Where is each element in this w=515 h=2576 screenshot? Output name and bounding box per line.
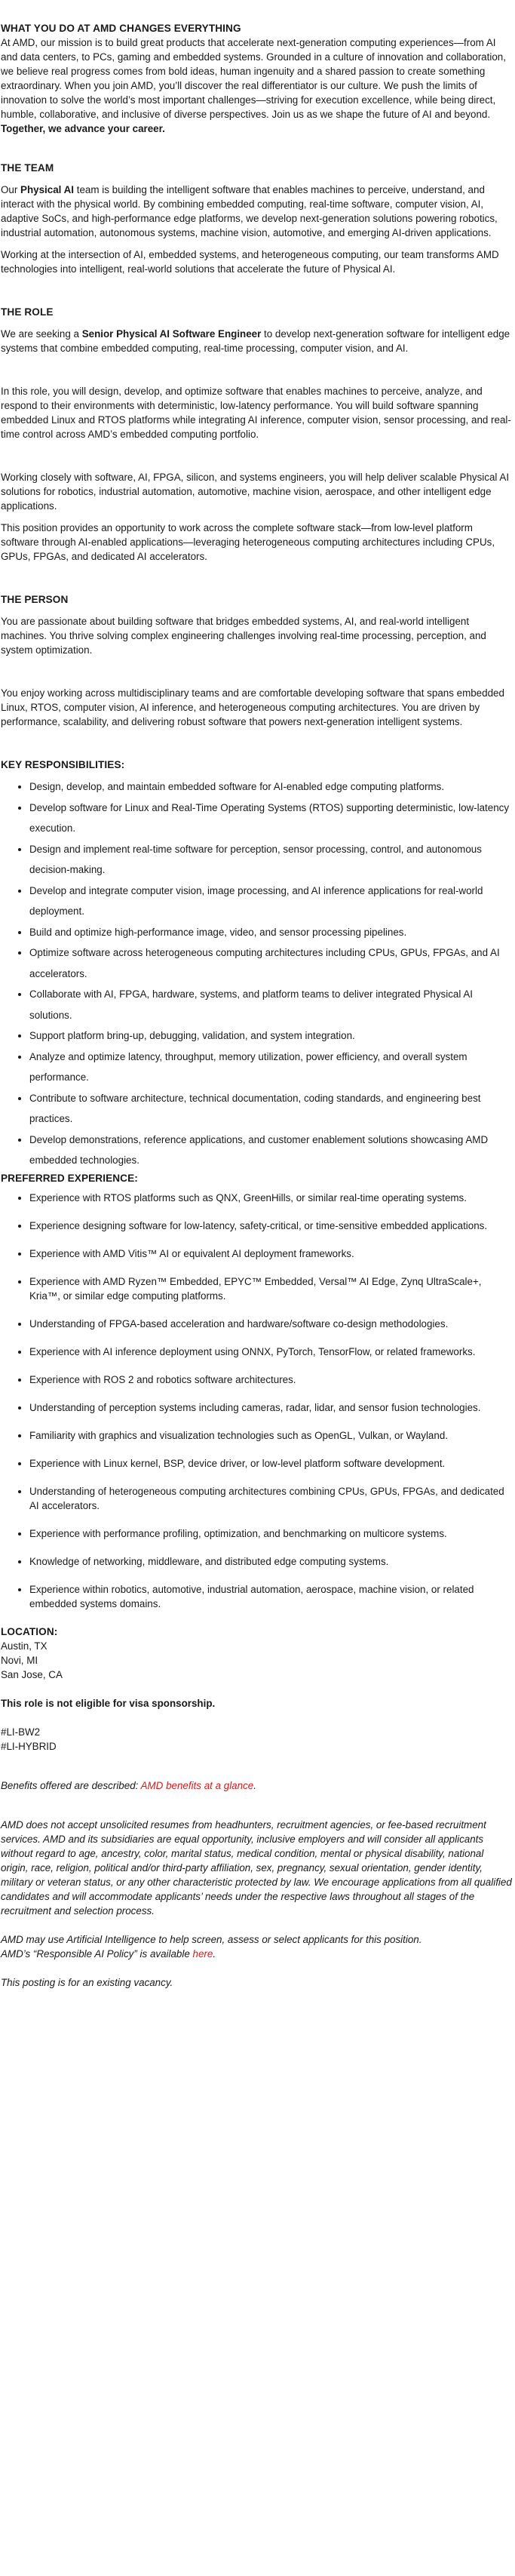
list-item: • Design, develop, and maintain embedded software for AI-enabled edge computing platforms. xyxy=(29,776,512,798)
list-item: • Experience with RTOS platforms such as QNX, GreenHills, or similar real-time operating systems. xyxy=(29,1191,512,1205)
list-item: • Understanding of heterogeneous computing architectures combining CPUs, GPUs, FPGAs, and dedicated AI accelerators. xyxy=(29,1484,512,1513)
team-paragraph-2: Working at the intersection of AI, embedded systems, and heterogeneous computing, our team transforms AMD technologies into intelligent, real-world solutions that accelerate the future of Physical AI. xyxy=(1,249,499,275)
intro-paragraph xyxy=(1,35,512,136)
list-item: • Experience with AI inference deployment using ONNX, PyTorch, TensorFlow, or related frameworks. xyxy=(29,1345,512,1359)
role-p1-bold: Senior Physical AI Software Engineer xyxy=(81,328,262,340)
location-item: San Jose, CA xyxy=(1,1668,63,1680)
role-paragraph-3: Working closely with software, AI, FPGA, silicon, and systems engineers, you will help deliver scalable Physical AI solutions for robotics, industrial automation, automotive, machine vision, aerospace, and other intelligent edge applications. xyxy=(1,472,510,512)
list-item: • Design and implement real-time software for perception, sensor processing, control, and autonomous decision-making. xyxy=(29,839,512,881)
team-paragraph-1 xyxy=(1,183,512,240)
list-item: • Develop software for Linux and Real-Time Operating Systems (RTOS) supporting deterministic, low-latency execution. xyxy=(29,798,512,839)
list-item: • Analyze and optimize latency, throughput, memory utilization, power efficiency, and overall system performance. xyxy=(29,1047,512,1088)
list-item: • Experience with AMD Ryzen™ Embedded, EPYC™ Embedded, Versal™ AI Edge, Zynq UltraScale+, Kria™, or similar edge computing platforms. xyxy=(29,1274,512,1303)
list-item: • Knowledge of networking, middleware, and distributed edge computing systems. xyxy=(29,1554,512,1569)
responsible-ai-policy-link[interactable]: here xyxy=(192,1947,213,1960)
list-item: • Experience with AMD Vitis™ AI or equivalent AI deployment frameworks. xyxy=(29,1247,512,1261)
role-p1-pre: We are seeking a xyxy=(1,328,82,340)
hashtags xyxy=(1,1725,512,1754)
team-p1-pre: Our xyxy=(1,184,21,195)
list-item: • Experience designing software for low-latency, safety-critical, or time-sensitive embedded applications. xyxy=(29,1219,512,1233)
preferred-list xyxy=(1,1185,512,1611)
list-item: • Experience with Linux kernel, BSP, device driver, or low-level platform software development. xyxy=(29,1456,512,1471)
ai-policy-line-2 xyxy=(1,1947,512,1961)
ai-policy-suffix: . xyxy=(213,1947,216,1960)
ai-policy-line-1: AMD may use Artificial Intelligence to help screen, assess or select applicants for this position. xyxy=(1,1933,422,1945)
list-item: • Build and optimize high-performance image, video, and sensor processing pipelines. xyxy=(29,922,512,943)
visa-note: This role is not eligible for visa sponsorship. xyxy=(1,1697,216,1709)
team-p1-post: team is building the intelligent software that enables machines to perceive, understand, and interact with the physical world. By combining embedded computing, real-time software, computer vision, AI, adaptive SoCs, and high-performance edge platforms, we develop next-generation solutions powering robotics, industrial automation, autonomous systems, machine vision, automotive, and emerging AI-driven applications. xyxy=(1,184,498,238)
list-item: • Experience with ROS 2 and robotics software architectures. xyxy=(29,1373,512,1387)
list-item: • Optimize software across heterogeneous computing architectures including CPUs, GPUs, FPGAs, and AI accelerators. xyxy=(29,942,512,984)
list-item: • Understanding of FPGA-based acceleration and hardware/software co-design methodologies. xyxy=(29,1317,512,1331)
location-list xyxy=(1,1639,512,1682)
intro-body: At AMD, our mission is to build great products that accelerate next-generation computing experiences—from AI and data centers, to PCs, gaming and embedded systems. Grounded in a culture of innovation and collaboration, we believe real progress comes from bold ideas, human ingenuity and a shared passion to create something extraordinary. When you join AMD, you’ll discover the real differentiator is our culture. We push the limits of innovation to solve the world’s most important challenges—striving for execution excellence, while being direct, humble, collaborative, and inclusive of diverse perspectives. Join us as we shape the future of AI and beyond. xyxy=(1,37,506,120)
preferred-heading: PREFERRED EXPERIENCE: xyxy=(1,1172,138,1184)
responsibilities-heading: KEY RESPONSIBILITIES: xyxy=(1,759,125,770)
person-paragraph-2: You enjoy working across multidisciplinary teams and are comfortable developing software that spans embedded Linux, RTOS, computer vision, AI inference, and heterogeneous computing architectures. You are driven by performance, scalability, and delivering robust software that powers next-generation intelligent systems. xyxy=(1,687,504,727)
role-heading: THE ROLE xyxy=(1,306,54,318)
benefits-line xyxy=(1,1778,512,1793)
list-item: • Collaborate with AI, FPGA, hardware, systems, and platform teams to deliver integrated Physical AI solutions. xyxy=(29,984,512,1025)
list-item: • Contribute to software architecture, technical documentation, coding standards, and engineering best practices. xyxy=(29,1088,512,1130)
hashtag: #LI-BW2 xyxy=(1,1726,41,1738)
location-item: Austin, TX xyxy=(1,1640,48,1652)
role-paragraph-1 xyxy=(1,327,512,355)
list-item: • Understanding of perception systems including cameras, radar, lidar, and sensor fusion technologies. xyxy=(29,1400,512,1415)
existing-vacancy-note: This posting is for an existing vacancy. xyxy=(1,1976,173,1988)
team-p1-bold: Physical AI xyxy=(20,184,75,195)
list-item: • Experience within robotics, automotive, industrial automation, aerospace, machine vision, or related embedded systems domains. xyxy=(29,1582,512,1611)
intro-tagline: Together, we advance your career. xyxy=(1,123,165,134)
location-item: Novi, MI xyxy=(1,1654,38,1666)
person-heading: THE PERSON xyxy=(1,594,69,605)
person-paragraph-1: You are passionate about building software that bridges embedded systems, AI, and real-world intelligent machines. You thrive solving complex engineering challenges involving real-time processing, perception, and system optimization. xyxy=(1,616,486,656)
role-p1-post: to develop next-generation software for intelligent edge systems that combine embedded computing, real-time processing, computer vision, and AI. xyxy=(1,328,510,354)
role-paragraph-2: In this role, you will design, develop, and optimize software that enables machines to perceive, analyze, and respond to their environments with deterministic, low-latency performance. You will build software spanning embedded Linux and RTOS platforms while integrating AI inference, computer vision, sensor processing, and real-time control across AMD’s embedded computing portfolio. xyxy=(1,386,511,440)
list-item: • Support platform bring-up, debugging, validation, and system integration. xyxy=(29,1025,512,1047)
team-heading: THE TEAM xyxy=(1,162,54,174)
ai-policy-prefix: AMD’s “Responsible AI Policy” is available xyxy=(1,1947,193,1960)
list-item: • Develop and integrate computer vision, image processing, and AI inference applications for real-world deployment. xyxy=(29,881,512,922)
benefits-prefix: Benefits offered are described: xyxy=(1,1779,141,1791)
location-heading: LOCATION: xyxy=(1,1625,58,1637)
hashtag: #LI-HYBRID xyxy=(1,1740,57,1752)
list-item: • Develop demonstrations, reference applications, and customer enablement solutions showcasing AMD embedded technologies. xyxy=(29,1130,512,1171)
responsibilities-list xyxy=(1,776,512,1171)
role-paragraph-4: This position provides an opportunity to work across the complete software stack—from low-level platform software through AI-enabled applications—leveraging heterogeneous computing architectures including CPUs, GPUs, FPGAs, and dedicated AI accelerators. xyxy=(1,522,495,562)
benefits-link[interactable]: AMD benefits at a glance xyxy=(140,1779,254,1791)
list-item: • Experience with performance profiling, optimization, and benchmarking on multicore systems. xyxy=(29,1526,512,1541)
list-item: • Familiarity with graphics and visualization technologies such as OpenGL, Vulkan, or Wayland. xyxy=(29,1428,512,1443)
intro-heading: WHAT YOU DO AT AMD CHANGES EVERYTHING xyxy=(1,23,241,34)
eeo-statement: AMD does not accept unsolicited resumes from headhunters, recruitment agencies, or fee-based recruitment services. AMD and its subsidiaries are equal opportunity, inclusive employers and will consider all applicants without regard to age, ancestry, color, marital status, medical condition, mental or physical disability, national origin, race, religion, political and/or third-party affiliation, sex, pregnancy, sexual orientation, gender identity, military or veteran status, or any other characteristic protected by law. We encourage applications from all qualified candidates and will accommodate applicants’ needs under the respective laws throughout all stages of the recruitment and selection process. xyxy=(1,1818,512,1917)
benefits-suffix: . xyxy=(253,1779,256,1791)
